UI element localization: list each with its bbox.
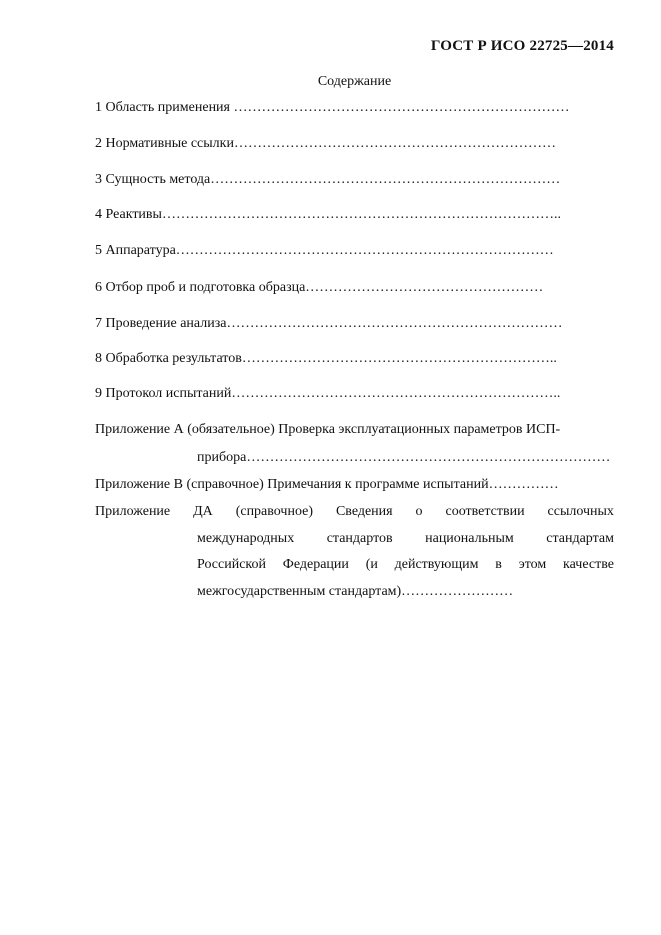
- toc-entry-4: 4 Реактивы…………………………………………………………………………..: [95, 207, 561, 222]
- toc-entry-9: 9 Протокол испытаний……………………………………………………………..: [95, 386, 561, 401]
- word: (справочное): [235, 504, 314, 519]
- word: Приложение: [95, 504, 171, 519]
- toc-title: Содержание: [317, 74, 392, 89]
- toc-appendix-b: Приложение В (справочное) Примечания к программе испытаний……………: [95, 477, 559, 492]
- toc-appendix-da-line2: [197, 531, 614, 547]
- toc-appendix-da-line4: межгосударственным стандартам)……………………: [197, 584, 514, 599]
- word: ДА: [193, 504, 213, 519]
- word: национальным: [425, 531, 514, 546]
- toc-entry-3: 3 Сущность метода…………………………………………………………………: [95, 172, 561, 187]
- document-code: ГОСТ Р ИСО 22725—2014: [430, 38, 614, 54]
- word: международных: [197, 531, 295, 546]
- word: соответствии: [445, 504, 525, 519]
- word: действующим: [394, 557, 479, 572]
- toc-entry-5: 5 Аппаратура………………………………………………………………………: [95, 243, 554, 258]
- word: этом: [518, 557, 547, 572]
- toc-appendix-a-line1: Приложение А (обязательное) Проверка эксплуатационных параметров ИСП-: [95, 422, 561, 437]
- word: качестве: [563, 557, 614, 572]
- word: ссылочных: [547, 504, 614, 519]
- toc-appendix-da-line3: [197, 557, 614, 573]
- toc-entry-1: 1 Область применения ………………………………………………………………: [95, 100, 570, 115]
- word: Федерации: [282, 557, 349, 572]
- word: в: [495, 557, 502, 572]
- toc-entry-8: 8 Обработка результатов…………………………………………………………..: [95, 351, 557, 366]
- word: стандартам: [546, 531, 614, 546]
- word: Российской: [197, 557, 266, 572]
- word: стандартов: [326, 531, 393, 546]
- toc-entry-6: 6 Отбор проб и подготовка образца……………………………………………: [95, 280, 544, 295]
- word: (и: [365, 557, 378, 572]
- word: Сведения: [335, 504, 393, 519]
- toc-entry-2: 2 Нормативные ссылки……………………………………………………………: [95, 136, 556, 151]
- toc-appendix-a-line2: прибора……………………………………………………………………: [197, 450, 611, 465]
- word: о: [415, 504, 423, 519]
- toc-appendix-da-line1: [95, 504, 614, 520]
- toc-entry-7: 7 Проведение анализа………………………………………………………………: [95, 316, 563, 331]
